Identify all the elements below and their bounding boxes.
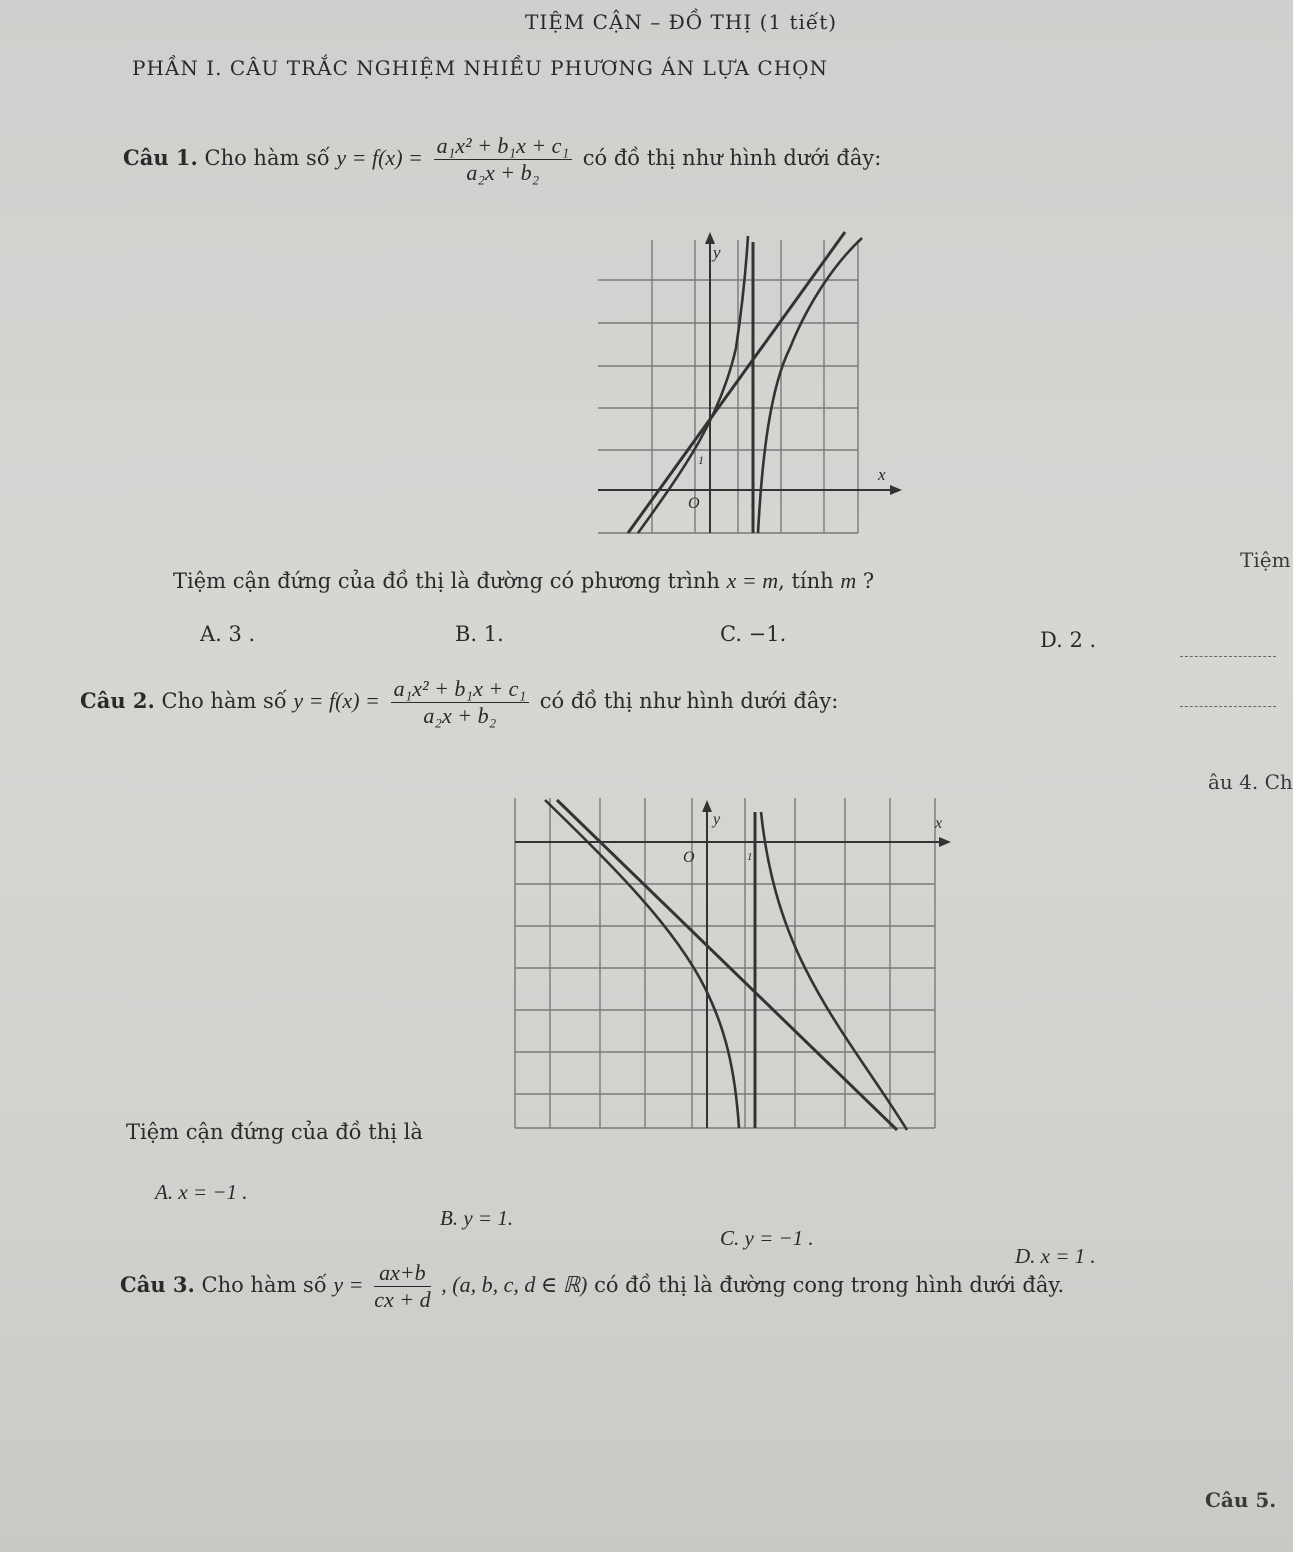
question-1-statement [123, 135, 881, 184]
question-3-condition: , (a, b, c, d ∈ ℝ) [441, 1272, 588, 1297]
question-2-statement [80, 678, 838, 727]
margin-text-cau5: Câu 5. [1205, 1488, 1277, 1512]
question-1-formula-lhs: y = f(x) = [336, 145, 423, 170]
question-2-x-arrow-icon [939, 837, 951, 847]
question-2-graph [505, 798, 955, 1138]
question-1-x-arrow-icon [890, 485, 902, 495]
question-1-question-var: m [840, 568, 857, 593]
question-2-denominator: a₂x + b₂ [423, 703, 497, 728]
question-1-graph [590, 228, 910, 538]
question-2-question: Tiệm cận đứng của đồ thị là [126, 1120, 423, 1144]
section-heading: PHẦN I. CÂU TRẮC NGHIỆM NHIỀU PHƯƠNG ÁN LỰA CHỌN [132, 56, 829, 80]
question-2-label: Câu 2. [80, 688, 155, 713]
question-2-origin-label: O [683, 849, 695, 866]
question-2-y-arrow-icon [702, 800, 712, 812]
question-3-formula-lhs: y = [333, 1272, 364, 1297]
question-2-curve-right-branch [761, 812, 907, 1130]
page-title: TIỆM CẬN – ĐỒ THỊ (1 tiết) [525, 10, 838, 34]
question-2-intro: Cho hàm số [161, 689, 287, 713]
question-3-fraction [374, 1262, 430, 1311]
question-1-outro: có đồ thị như hình dưới đây: [582, 146, 882, 170]
question-3-numerator: ax+b [374, 1262, 430, 1287]
question-3-label: Câu 3. [120, 1272, 195, 1297]
question-2-curve-left-branch [545, 800, 739, 1128]
question-1-tick-x: 1 [750, 495, 756, 509]
question-1-origin-label: O [688, 495, 700, 512]
question-3-intro: Cho hàm số [201, 1273, 327, 1297]
question-2-numerator: a₁x² + b₁x + c₁ [391, 678, 530, 703]
question-2-option-d[interactable]: D. x = 1 . [1015, 1244, 1096, 1268]
question-1-intro: Cho hàm số [204, 146, 330, 170]
question-2-y-label: y [713, 811, 721, 828]
question-2-option-c[interactable]: C. y = −1 . [720, 1226, 814, 1250]
question-1-denominator: a₂x + b₂ [466, 160, 540, 185]
question-1-option-b[interactable]: B. 1. [455, 622, 504, 646]
question-2-formula-lhs: y = f(x) = [293, 688, 380, 713]
margin-divider-1 [1180, 656, 1276, 657]
margin-text-tiem: Tiệm [1240, 548, 1291, 572]
question-1-oblique-asymptote [628, 232, 845, 533]
question-1-numerator: a₁x² + b₁x + c₁ [434, 135, 573, 160]
question-1-option-c[interactable]: C. −1. [720, 622, 787, 646]
question-2-x-label: x [935, 815, 943, 832]
question-1-option-a[interactable]: A. 3 . [200, 622, 256, 646]
question-1-question [173, 568, 874, 594]
question-1-question-end: ? [862, 569, 875, 593]
question-2-fraction [391, 678, 530, 727]
question-1-y-label: y [713, 243, 721, 262]
question-1-question-eq: x = m [726, 568, 779, 593]
question-2-oblique-asymptote [557, 800, 897, 1130]
question-1-option-d[interactable]: D. 2 . [1040, 628, 1097, 652]
question-2-tick-x: 1 [747, 851, 753, 863]
question-3-denominator: cx + d [374, 1287, 431, 1312]
question-1-fraction [434, 135, 573, 184]
margin-divider-2 [1180, 706, 1276, 707]
margin-text-cau4: âu 4. Ch [1208, 770, 1293, 794]
question-3-statement [120, 1262, 1064, 1311]
question-1-question-pre: Tiệm cận đứng của đồ thị là đường có phương trình [173, 569, 720, 593]
question-2-option-b[interactable]: B. y = 1. [440, 1206, 514, 1230]
question-3-outro: có đồ thị là đường cong trong hình dưới đây. [594, 1273, 1065, 1297]
question-1-question-post: , tính [778, 569, 834, 593]
question-1-tick-y: 1 [698, 453, 704, 467]
question-1-x-label: x [878, 465, 886, 484]
question-2-outro: có đồ thị như hình dưới đây: [539, 689, 839, 713]
question-2-option-a[interactable]: A. x = −1 . [155, 1180, 248, 1204]
question-1-label: Câu 1. [123, 145, 198, 170]
